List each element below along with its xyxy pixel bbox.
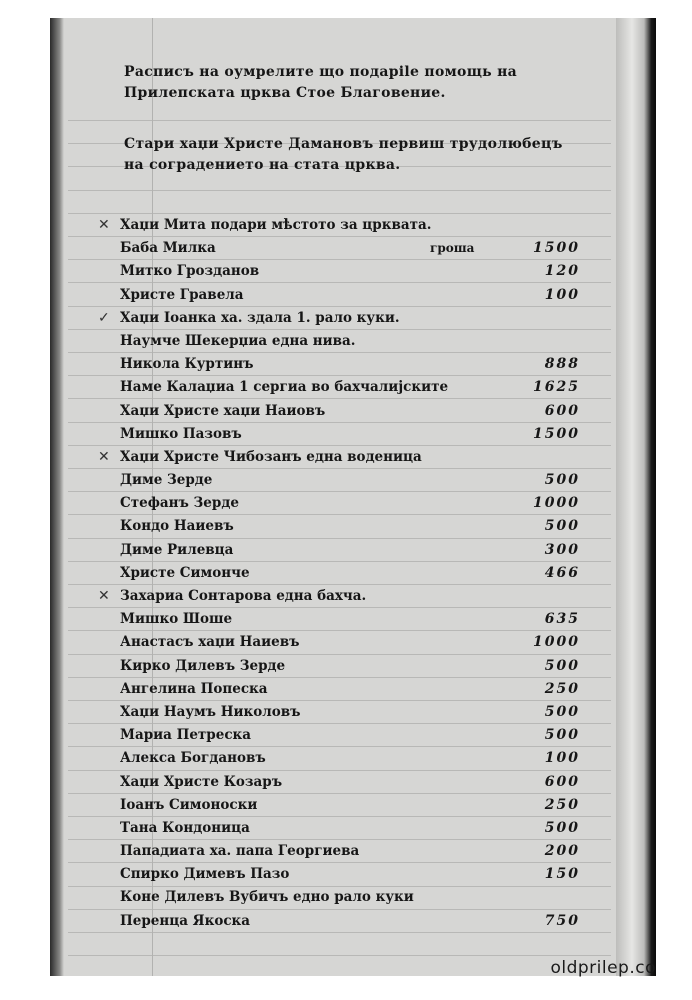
donation-amount: 1500: [533, 240, 580, 257]
watermark-text: oldprilep.co: [550, 958, 656, 978]
intro-line: Стари хаџи Христе Дамановъ первиш трудолюбецъ: [124, 136, 563, 152]
donor-name: Диме Зерде: [120, 472, 213, 489]
scanned-document-page: [50, 18, 656, 976]
donor-row: [120, 608, 590, 631]
donor-row: [120, 678, 590, 701]
donor-name: Анастасъ хаџи Наиевъ: [120, 634, 300, 651]
donor-row: [98, 585, 590, 608]
donor-name: Тана Кондоница: [120, 819, 250, 836]
donation-amount: 100: [544, 286, 580, 303]
donor-row: [98, 214, 590, 237]
donor-name: Мариа Петреска: [120, 727, 252, 744]
cross-mark-icon: ✕: [98, 448, 110, 465]
donor-row: [120, 400, 590, 423]
donor-name: Іоанъ Симоноски: [120, 796, 258, 813]
donation-amount: 200: [544, 843, 580, 860]
donor-name: Диме Рилевца: [120, 541, 234, 558]
donor-row: [120, 469, 590, 492]
donation-amount: 1500: [533, 425, 580, 442]
donor-name: Стефанъ Зерде: [120, 495, 239, 512]
donation-amount: 250: [544, 796, 580, 813]
donor-row: [120, 515, 590, 538]
donor-name: Захариа Сонтарова една бахча.: [120, 588, 367, 604]
donor-name: Кондо Наиевъ: [120, 518, 234, 535]
intro-paragraph: [124, 134, 594, 176]
ruled-line: [68, 190, 611, 191]
donor-row: [120, 771, 590, 794]
donor-name: Перенца Якоска: [120, 912, 251, 929]
donor-name: Наумче Шекерџиа една нива.: [120, 332, 356, 349]
donor-row: [120, 260, 590, 283]
donor-row: [120, 840, 590, 863]
currency-unit: гроша: [430, 241, 475, 256]
donor-row: [120, 886, 590, 909]
donor-row: [120, 237, 590, 260]
donor-row: [120, 910, 590, 933]
donor-name: Хаџи Христе Чибозанъ една воденица: [120, 448, 422, 465]
donation-amount: 250: [544, 680, 580, 697]
donation-amount: 100: [544, 750, 580, 767]
donor-name: Мишко Шоше: [120, 611, 233, 628]
donation-amount: 500: [544, 703, 580, 720]
donor-name: Спирко Димевъ Пазо: [120, 866, 290, 883]
donor-row: [120, 284, 590, 307]
donation-amount: 500: [544, 819, 580, 836]
intro-line: на соградението на стата црква.: [124, 157, 401, 173]
donor-row: [120, 631, 590, 654]
donor-row: [120, 539, 590, 562]
donor-name: Хаџи Іоанка ха. здала 1. рало куки.: [120, 309, 400, 326]
donor-name: Коне Дилевъ Вубичъ едно рало куки: [120, 889, 414, 906]
donor-name: Никола Куртинъ: [120, 356, 254, 373]
donation-amount: 1000: [533, 634, 580, 651]
donation-amount: 500: [544, 472, 580, 489]
donor-name: Хаџи Мита подари мѣстото за црквата.: [120, 217, 432, 233]
donor-row: [120, 817, 590, 840]
donation-amount: 600: [544, 773, 580, 790]
cross-mark-icon: ✕: [98, 217, 110, 233]
donor-name: Христе Гравела: [120, 286, 244, 303]
donation-amount: 635: [544, 611, 580, 628]
donation-amount: 300: [544, 541, 580, 558]
donation-amount: 500: [544, 657, 580, 674]
check-mark-icon: ✓: [98, 309, 110, 326]
donor-name: Хаџи Христе хаџи Наиовъ: [120, 402, 326, 419]
donor-row: [98, 307, 590, 330]
document-heading: [124, 62, 594, 104]
donor-name: Кирко Дилевъ Зерде: [120, 657, 286, 674]
donation-amount: 120: [544, 263, 580, 280]
donor-row: [120, 562, 590, 585]
donation-amount: 600: [544, 402, 580, 419]
donor-name: Баба Милка: [120, 240, 216, 257]
heading-line: Прилепската црква Стое Благовение.: [124, 85, 446, 101]
page-fold-shadow: [616, 18, 656, 976]
donation-amount: 500: [544, 518, 580, 535]
donor-row: [120, 794, 590, 817]
donor-row: [120, 376, 590, 399]
donation-amount: 150: [544, 866, 580, 883]
donor-list: [98, 214, 590, 933]
donor-name: Христе Симонче: [120, 564, 250, 581]
donor-row: [120, 747, 590, 770]
donation-amount: 466: [544, 564, 580, 581]
donor-name: Мишко Пазовъ: [120, 425, 242, 442]
heading-line: Расписъ на оумрелите що подарile помощь на: [124, 64, 518, 80]
donation-amount: 1000: [533, 495, 580, 512]
donor-row: [120, 724, 590, 747]
donor-name: Хаџи Наумъ Николовъ: [120, 703, 301, 720]
donor-row: [120, 492, 590, 515]
donor-row: [120, 423, 590, 446]
donation-amount: 1625: [533, 379, 580, 396]
donor-row: [120, 353, 590, 376]
ruled-line: [68, 955, 611, 956]
donor-name: Хаџи Христе Козаръ: [120, 773, 283, 790]
donor-row: [120, 701, 590, 724]
donor-row: [98, 446, 590, 469]
donor-row: [120, 655, 590, 678]
donor-name: Пападиата ха. папа Георгиева: [120, 843, 360, 860]
cross-mark-icon: ✕: [98, 588, 110, 604]
donor-name: Алекса Богдановъ: [120, 750, 266, 767]
donor-name: Ангелина Попеска: [120, 680, 268, 697]
donor-name: Наме Калаџиа 1 сергиа во бахчалијските: [120, 379, 449, 396]
ruled-line: [68, 120, 611, 121]
donation-amount: 888: [544, 356, 580, 373]
donor-row: [120, 863, 590, 886]
donation-amount: 500: [544, 727, 580, 744]
donor-row: [120, 330, 590, 353]
donor-name: Митко Грозданов: [120, 263, 260, 280]
donation-amount: 750: [544, 912, 580, 929]
